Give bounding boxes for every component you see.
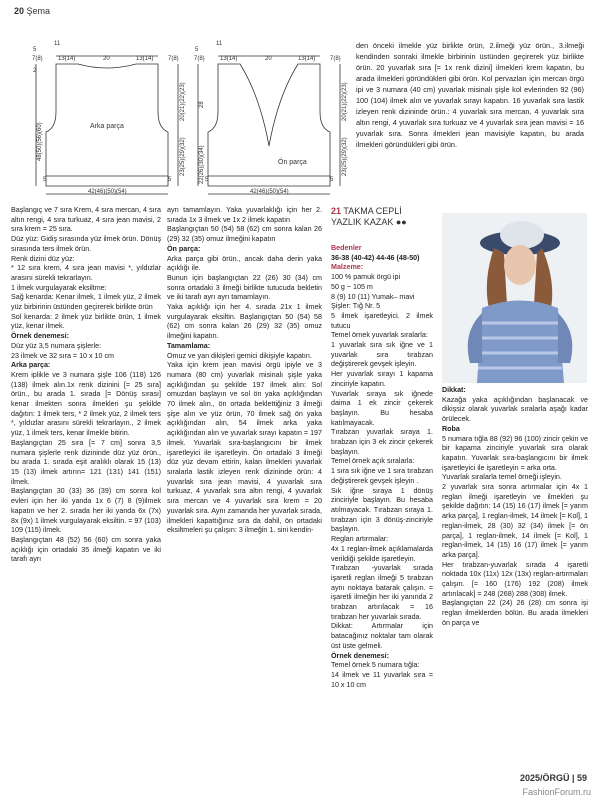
page-header [14, 6, 50, 16]
col1-paragraph: Düz yüz: Gidiş sırasında yüz ilmek örün. Dönüş sırasında ters ilmek örün. [11, 235, 162, 253]
col1-paragraph: 1 ilmek vurgulayarak eksiltme: [11, 283, 107, 292]
d2-top-20: 20 [265, 56, 272, 62]
col1-paragraph: * 12 sıra krem, 4 sıra jean mavisi *, yıldızlar arasını sürekli tekrarlayın. [11, 264, 161, 282]
d1-label: Arka parça [90, 123, 124, 130]
col3-paragraph: 4x 1 reglan-ilmek açıklamalarda verildiği şekilde işaretleyin. [331, 544, 433, 563]
col3-paragraph: Yuvarlak sıraya sık iğnede daima 1 ek zincir çekerek başlayın. Bu hesaba katılmayacak. [331, 389, 433, 427]
d2-top-78b: 7(8) [330, 56, 341, 62]
page-number: 20 [14, 6, 25, 16]
col3-paragraph: 5 ilmek işaretleyici. 2 ilmek tutucu [331, 311, 433, 330]
d2-top-1314b: 13(14) [298, 56, 316, 62]
d1-top-11: 11 [54, 41, 61, 47]
d2-bottom-left: 5 [205, 177, 209, 183]
front-outline [208, 64, 330, 186]
watermark: FashionForum.ru [522, 787, 591, 797]
col3-paragraph: 1 yuvarlak sıra sık iğne ve 1 yuvarlak sıra tırabzan değiştirerek gevşek işleyin. [331, 341, 433, 369]
col2-paragraph: ayrı tamamlayın. Yaka yuvarlaklığı için her 2. sırada 1x 3 ilmek ve 1x 2 ilmek kapatın [167, 206, 322, 224]
col3-paragraph: 14 ilmek ve 11 yuvarlak sıra = 10 x 10 cm [331, 670, 433, 689]
col4-paragraph: 5 numara tığla 88 (92) 96 (100) zincir çekin ve bir kapama zinciriyle yuvarlak sıra olarak kapatın. Yuvarlak sıra-başlangıcını bir ilmek işaretleyici ile işaretleyin = arka orta. [442, 434, 588, 472]
col2-paragraph: Tamamlama: [167, 341, 211, 350]
col4-paragraph: Yuvarlak sıralarla temel örneği işleyin. [442, 473, 562, 482]
col3-paragraph: Her yuvarlak sırayı 1 kapama zinciriyle kapatın. [331, 370, 433, 388]
page-footer: 2025/ÖRGÜ | 59 [519, 773, 587, 783]
d2-side-right-upper: 20(21)(22)(23) [342, 82, 348, 121]
top-right-paragraph: den önceki ilmekle yüz birlikte örün, 2.ilmeği yüz örün., 3.ilmeği kendinden sonraki ilmekle birbirinin üstünden geçirerek yüz birlikte örün. 20 yuvarlak sıra [= 1x renk dizini] ilmekleri krem kapatın, bu arada ilmekleri göründükleri gibi örün. Kol pervazları için mercan örgü ipi ve 3 numara (40 cm) yuvarlak misinalı şişle kol evlerinden 92 (96) 100 (104) ilmek alın ve yuvarlak sırayı kapatın. 16 yuvarlak sıra lastik izleyen renk dizininde örün.: 4 yuvarlak sıra mercan, 4 yuvarlak sıra altın rengi, 4 yuvarlak sıra turkuaz ve 4 yuvarlak sıra jean mavisi = 16 yuvarlak sıra. Sonra ilmekleri jean mavisiyle kapatın, bu arada ilmekleri göründükleri gibi örün. [356, 41, 584, 150]
col3-paragraph: Malzeme: [331, 263, 364, 272]
col3-paragraph: 8 (9) 10 (11) Yumak– mavi [331, 292, 415, 301]
d2-bottom-right: 5 [330, 177, 334, 183]
col1-paragraph: Sağ kenarda: Kenar ilmek, 1 ilmek yüz, 2 ilmek yüz birbirinin üstünden geçirerek birlikte örün [11, 293, 161, 312]
front-piece-diagram [190, 36, 350, 196]
d1-side-right-upper: 20(21)(22)(23) [180, 82, 186, 121]
col2-paragraph: Omuz ve yan dikişleri gemici dikişiyle kapatın. [167, 351, 312, 360]
d1-side-right-lower: 23(25)(29)(32) [180, 137, 186, 176]
col1-paragraph: Başlangıç ve 7 sıra Krem, 4 sıra mercan, 4 sıra altın rengi, 4 sıra turkuaz, 4 sıra jean mavisi, 2 sıra krem = 25 sıra. [11, 206, 161, 234]
col3-paragraph: Temel örnek açık sıralarla: [331, 457, 415, 466]
col4-paragraph: Roba [442, 424, 460, 433]
col1-paragraph: Krem iplikle ve 3 numara şişle 106 (118) 126 (138) ilmek alın.1x renk dizinini [= 25 sıra] örün., bu arada 1. sırada [= Dönüş sırası] kenar ilmekten sonra ilmekleri şu şekilde dağıtın: 1 ilmek ters, * 2 ilmek yüz, 2 ilmek ters *, yıldızlar arasını sürekli tekrarlayın., 2 ilmek yüz, 1 ilmek ters, kenar ilmekle bitirin. [11, 370, 161, 438]
col1-paragraph: Renk dizini düz yüz: [11, 254, 75, 263]
d1-bottom-mid: 42(46)(50)(54) [88, 189, 127, 195]
model-photo [442, 213, 587, 383]
col1-paragraph: 23 ilmek ve 32 sıra = 10 x 10 cm [11, 351, 114, 360]
top-right-text [356, 40, 584, 150]
column-4 [442, 386, 588, 629]
d2-side-left-lower: 22(26)(30)(34) [199, 145, 205, 184]
col1-paragraph: Başlangıçtan 30 (33) 36 (39) cm sonra kol evleri için her iki yanda 1x 6 (7) 8 (9)ilmek kapatın ve her 2. sırada her iki yanda 6x (7x) 8x (9x) 1 ilmek vurgulayarak eksiltin. = 97 (103) 109 (115) ilmek. [11, 487, 161, 535]
d2-bottom-mid: 42(46)(50)(54) [250, 189, 289, 195]
d1-top-78b: 7(8) [168, 56, 179, 62]
col1-paragraph: Başlangıçtan 25 sıra [= 7 cm] sonra 3,5 numara şişlerle renk dizininde düz yüz örün., bu arada 1. sırada eşit aralıklı olarak 15 (13) 15 (13) ilmek artırın= 121 (131) 141 (151) ilmek. [11, 438, 161, 486]
col3-paragraph: Sık iğne sıraya 1 dönüş zinciriyle başlayın. Bu hesaba atılmayacak. Tırabzan sıraya 1. tırabzan için 3 dönüş-zinciriyle başlayın. [331, 486, 433, 534]
d2-top-78: 7(8) [194, 56, 205, 62]
d1-top-78: 7(8) [32, 56, 43, 62]
d1-side-left: 48(50)(56)(60) [37, 122, 43, 161]
d1-bottom-left: 5 [43, 177, 47, 183]
col3-paragraph: 1 sıra sık iğne ve 1 sıra tırabzan değiştirerek gevşek işleyin . [331, 467, 433, 485]
d1-top-1314b: 13(14) [136, 56, 154, 62]
section-number: 21 [331, 206, 342, 216]
d1-bottom-right: 5 [168, 177, 172, 183]
col1-paragraph: Başlangıçtan 48 (52) 56 (60) cm sonra yaka açıklığı için ortadaki 35 ilmeği kapatın ve iki tarafı ayrı [11, 535, 161, 564]
col2-paragraph: Başlangıçtan 50 (54) 58 (62) cm sonra kalan 26 (29) 32 (35) omuz ilmeğini kapatın [167, 225, 322, 244]
col3-paragraph: 50 g ~ 105 m [331, 282, 373, 291]
d1-top-1314: 13(14) [58, 56, 76, 62]
col2-paragraph: Bunun için başlangıçtan 22 (26) 30 (34) cm sonra ortadaki 3 ilmeği birlikte tutucuda bekletin ve iki tarafı ayrı ayrı tamamlayın. [167, 273, 322, 302]
d1-side-top: 2 [33, 68, 37, 74]
d2-top-5: 5 [195, 47, 199, 53]
d2-label: Ön parça [278, 159, 307, 166]
col3-paragraph: Temel örnek yuvarlak sıralarla: [331, 331, 428, 340]
col4-paragraph: Başlangıçtan 22 (24) 26 (28) cm sonra işi reglan ilmeklerden bölün. Bu arada ilmekleri ön parça ve [442, 599, 588, 627]
d1-top-20: 20 [103, 56, 110, 62]
header-title: Şema [26, 6, 51, 16]
d2-top-11: 11 [216, 41, 223, 47]
column-2 [167, 206, 322, 536]
col3-paragraph: Temel örnek 5 numara tığla: [331, 661, 420, 670]
col4-paragraph: Her tırabzan-yuvarlak sırada 4 işaretli noktada 10x (11x) 12x (13x) reglan-artırmaları çalışın. [= 160 (176) 192 (208) ilmek artırılacak] = 248 (268) 288 (308) ilmek. [442, 560, 588, 598]
col3-paragraph: Tırabzan yuvarlak sıraya 1. tırabzan için 3 ek zincir çekerek başlayın. [331, 428, 433, 456]
col1-paragraph: Sol kenarda: 2 ilmek yüz birlikte örün, 1 ilmek yüz, kenar ilmek. [11, 312, 161, 331]
col4-paragraph: 2 yuvarlak sıra sonra artırmalar için 4x 1 reglan ilmeği işaretleyin ve ilmekleri şu şekilde dağıtın: 14 (15) 16 (17) ilmek [= yarım arka parça], 1 reglan-ilmek, 14 ilmek [= Kol], 1 reglan-ilmek, 28 (30) 32 (34) ilmek [= ön parça], 1 reglan-ilmek, 14 ilmek [= Kol], 1 reglan-ilmek, 14 (15) 16 (17) ilmek [= yarım arka parça]. [442, 483, 588, 559]
col2-paragraph: Ön parça: [167, 244, 201, 253]
col1-paragraph: Örnek denemesi: [11, 332, 69, 341]
column-1 [11, 206, 161, 565]
col3-paragraph: Şişler: Tığ Nr. 5 [331, 302, 381, 311]
col2-paragraph: Yaka açıklığı için her 4. sırada 21x 1 ilmek vurgulayarak eksiltin. Başlangıçtan 50 (54) 58 (62) cm sonra kalan 26 (29) 32 (35) omuz ilmeğini kapatın. [167, 303, 322, 341]
col2-paragraph: Yaka için krem jean mavisi örgü ipiyle ve 3 numara (80 cm) yuvarlak misinalı şişle yaka açıklığından şu şekilde 197 ilmek alın: Sol omuzdan başlayın ve sol ön yaka açıklığından 70 ilmek alın., ön ortada beklettiğiniz 3 ilmeği şişe alın ve yüz örün, 70 ilmek sağ ön yaka açıklığından alın, 54 ilmek arka yaka açıklığından alın ve yuvarlak sırayı kapatın = 197 ilmek. Yuvarlak sıra-başlangıcını bir ilmek işaretleyici ile işaretleyin. Ön ortadaki 3 ilmeği düz yüz devam ettirin, kalan ilmekleri yuvarlak sıralarla lastik izleyen renk dizininde örün: 4 yuvarlak sıra jean mavisi, 4 yuvarlak sıra turkuaz, 4 yuvarlak sıra altın rengi, 4 yuvarlak sıra mercan ve 4 yuvarlak sıra krem = 20 yuvarlak sıra. Aynı zamanda her yuvarlak sırada, ilmekleri kapattığınız sıra da dahil, ön ortadaki eksiltmeleri şu çalışın: 3 ilmeğin 1. sini kendin- [167, 361, 323, 535]
col1-paragraph: Arka parça: [11, 361, 51, 370]
col3-paragraph: Reglan artırmalar: [331, 535, 389, 544]
col3-paragraph: Tırabzan -yuvarlak sırada işaretli reglan ilmeği 5 tırabzan aynı noktaya batarak çalışın. = işaretli ilmeğin her iki yanında 2 tırabzan artırılacak = 16 tırabzan her yuvarlak sırada. [331, 564, 433, 621]
d2-top-1314: 13(14) [220, 56, 238, 62]
col4-paragraph: Kazağa yaka açıklığından başlanacak ve dikişsiz olarak yuvarlak sıralarla aşağı kadar örülecek. [442, 395, 588, 424]
col1-paragraph: Düz yüz 3,5 numara şişlerle: [11, 341, 102, 350]
col3-paragraph: 100 % pamuk örgü ipi [331, 273, 401, 282]
column-3 [331, 244, 433, 690]
section-heading: TAKMA CEPLİ YAZLIK KAZAK ●● [331, 206, 407, 227]
col3-paragraph: Bedenler [331, 244, 362, 252]
col3-paragraph: Örnek denemesi: [331, 651, 389, 660]
col3-paragraph: 36-38 (40-42) 44-46 (48-50) [331, 253, 420, 262]
back-piece-diagram [28, 36, 188, 196]
col2-paragraph: Arka parça gibi örün., ancak daha derin yaka açıklığı ile. [167, 254, 322, 273]
col3-paragraph: Dikkat: Artırmalar için batacağınız noktalar tam olarak üst üste gelmeli. [331, 622, 433, 650]
col4-paragraph: Dikkat: [442, 386, 466, 394]
section-title [331, 206, 433, 228]
d2-side-right-lower: 23(25)(29)(32) [342, 137, 348, 176]
d2-side-left-upper: 28 [199, 101, 205, 108]
d1-top-5: 5 [33, 47, 37, 53]
